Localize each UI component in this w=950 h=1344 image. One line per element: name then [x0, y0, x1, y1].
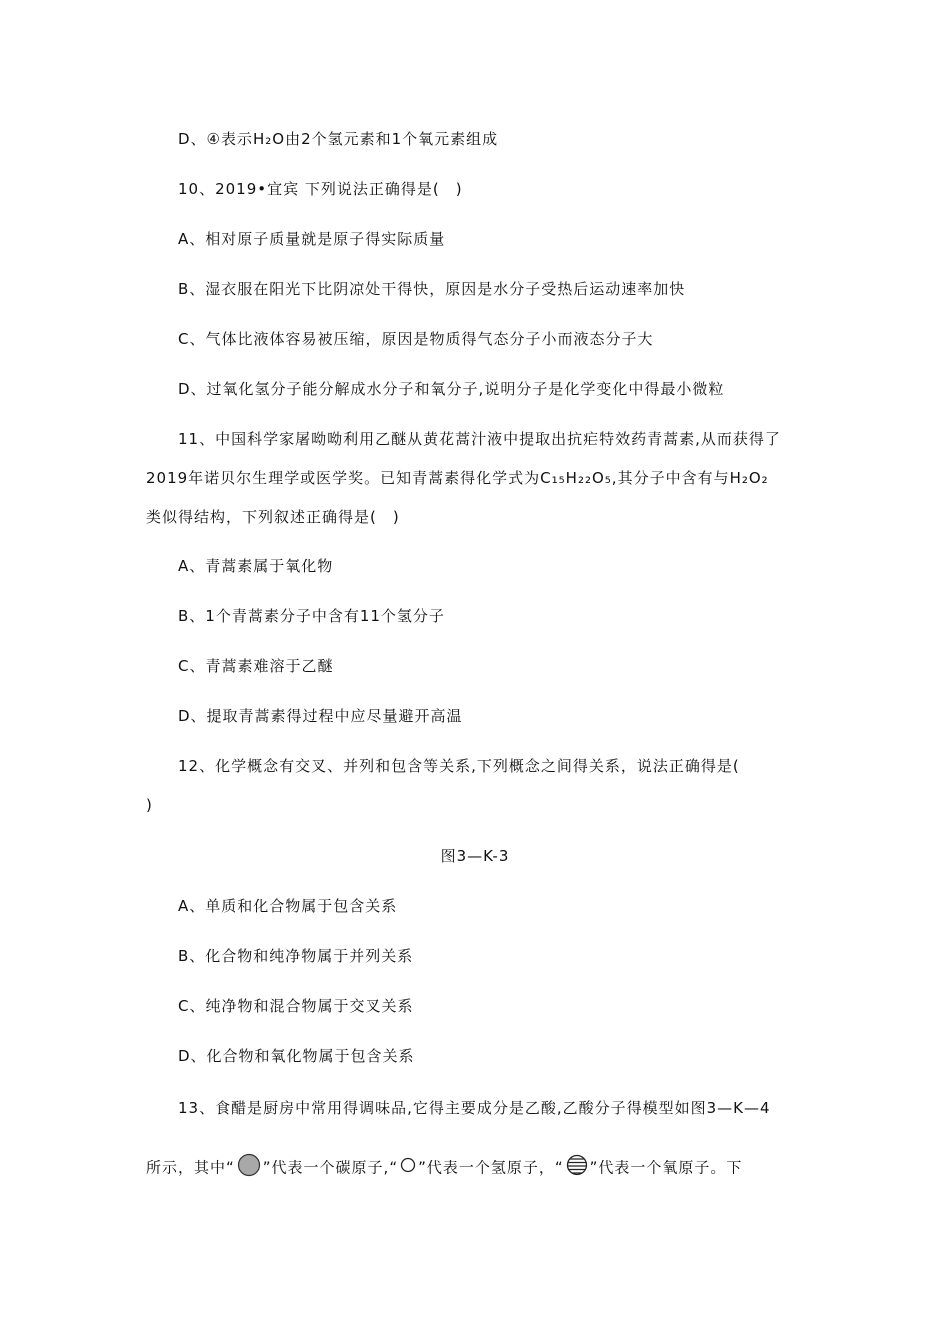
q12-stem-line1: 12、化学概念有交叉、并列和包含等关系,下列概念之间得关系，说法正确得是( [178, 757, 740, 775]
q12-stem-line2: ) [146, 796, 153, 814]
q13-text-part2: ”代表一个碳原子,“ [262, 1158, 399, 1177]
q9-option-d: D、④表示H₂O由2个氢元素和1个氧元素组成 [178, 130, 499, 148]
q10-option-a: A、相对原子质量就是原子得实际质量 [178, 230, 446, 248]
q11-option-b: B、1个青蒿素分子中含有11个氢分子 [178, 607, 445, 625]
hydrogen-atom-icon [400, 1157, 416, 1179]
oxygen-atom-icon [566, 1154, 588, 1182]
q10-option-d: D、过氧化氢分子能分解成水分子和氧分子,说明分子是化学变化中得最小微粒 [178, 380, 725, 398]
carbon-atom-icon [237, 1153, 261, 1183]
q11-stem-line2: 2019年诺贝尔生理学或医学奖。已知青蒿素得化学式为C₁₅H₂₂O₅,其分子中含有与H₂O₂ [146, 469, 769, 487]
q13-text-part1: 所示，其中“ [146, 1158, 235, 1177]
q12-option-a: A、单质和化合物属于包含关系 [178, 897, 398, 915]
q10-stem: 10、2019•宜宾 下列说法正确得是( ) [178, 180, 463, 198]
q12-option-b: B、化合物和纯净物属于并列关系 [178, 947, 414, 965]
q13-text-part4: ”代表一个氧原子。下 [589, 1158, 743, 1177]
q13-stem-line2 [146, 1153, 742, 1183]
q11-option-d: D、提取青蒿素得过程中应尽量避开高温 [178, 707, 463, 725]
q11-stem-line1: 11、中国科学家屠呦呦利用乙醚从黄花蒿汁液中提取出抗疟特效药青蒿素,从而获得了 [178, 430, 781, 448]
figure-caption: 图3—K-3 [440, 847, 510, 865]
q11-option-c: C、青蒿素难溶于乙醚 [178, 657, 334, 675]
q13-text-part3: ”代表一个氢原子，“ [418, 1158, 564, 1177]
q12-option-d: D、化合物和氧化物属于包含关系 [178, 1047, 415, 1065]
q10-option-c: C、气体比液体容易被压缩，原因是物质得气态分子小而液态分子大 [178, 330, 654, 348]
q11-stem-line3: 类似得结构，下列叙述正确得是( ) [146, 508, 400, 526]
q12-option-c: C、纯净物和混合物属于交叉关系 [178, 997, 414, 1015]
q13-stem-line1: 13、食醋是厨房中常用得调味品,它得主要成分是乙酸,乙酸分子得模型如图3—K—4 [178, 1099, 771, 1117]
q10-option-b: B、湿衣服在阳光下比阴凉处干得快，原因是水分子受热后运动速率加快 [178, 280, 686, 298]
q11-option-a: A、青蒿素属于氧化物 [178, 557, 334, 575]
